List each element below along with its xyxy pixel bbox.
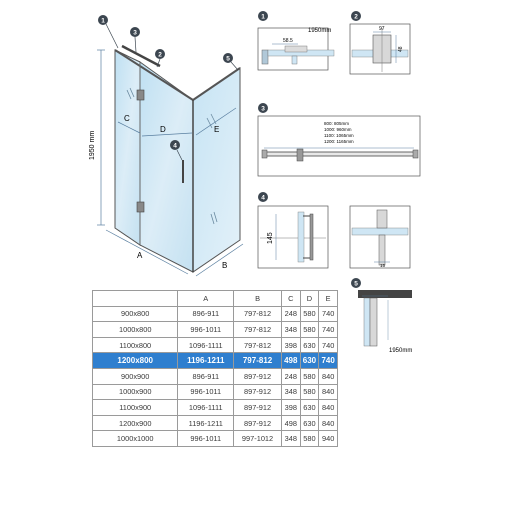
svg-text:4: 4 (173, 142, 177, 150)
d3-line-1: 1000: 960mm (324, 127, 352, 132)
header-a: A (178, 291, 234, 307)
svg-text:2: 2 (158, 51, 162, 59)
table-row: 1100x800 1096-1111 797-812 398 630 740 (93, 337, 338, 353)
table-row: 1000x800 996-1011 797-812 348 580 740 (93, 322, 338, 338)
label-b: B (222, 261, 228, 270)
callout-1 (98, 15, 118, 48)
callout-3 (130, 27, 140, 52)
svg-text:3: 3 (261, 105, 265, 113)
svg-text:1: 1 (101, 17, 105, 25)
svg-text:5: 5 (226, 55, 230, 63)
callout-5 (223, 53, 238, 70)
side-glass (193, 68, 240, 272)
d2-h: 48 (398, 46, 404, 52)
svg-text:4: 4 (261, 194, 265, 202)
table-row: 900x800 896-911 797-812 248 580 740 (93, 306, 338, 322)
header-b: B (234, 291, 282, 307)
table-row: 1200x900 1196-1211 897-912 498 630 840 (93, 415, 338, 431)
d4-w: 15 (380, 263, 386, 268)
d3-line-2: 1100: 1065mm (324, 133, 354, 138)
detail-5 (351, 278, 412, 354)
label-a: A (137, 251, 143, 260)
d4-h: 145 (267, 232, 274, 244)
label-e: E (214, 125, 220, 134)
table-row: 1100x900 1096-1111 897-912 398 630 840 (93, 400, 338, 416)
detail-1 (258, 11, 334, 70)
table-header (93, 291, 338, 307)
height-label: 1950 mm (89, 130, 96, 160)
detail-2 (350, 11, 410, 74)
d1-dim: 58.5 (283, 38, 293, 44)
header-size (93, 291, 178, 307)
svg-text:2: 2 (354, 13, 358, 21)
table-row: 1000x900 996-1011 897-912 348 580 840 (93, 384, 338, 400)
d2-w: 97 (379, 26, 385, 32)
table-row-highlighted: 1200x800 1196-1211 797-812 498 630 740 (93, 353, 338, 369)
svg-text:5: 5 (354, 280, 358, 288)
label-c: C (124, 114, 130, 123)
d3-line-3: 1200: 1165mm (324, 139, 354, 144)
header-e: E (319, 291, 338, 307)
bottom-hinge (137, 202, 144, 212)
svg-text:1: 1 (261, 13, 265, 21)
header-c: C (281, 291, 300, 307)
main-view (89, 15, 243, 276)
dimensions-table (92, 290, 338, 447)
top-hinge (137, 90, 144, 100)
front-door-glass (140, 62, 193, 272)
d3-line-0: 800: 805mm (324, 121, 350, 126)
front-fixed-glass (115, 50, 140, 245)
table-row: 1000x1000 996-1011 997-1012 348 580 940 (93, 431, 338, 447)
d5-height: 1950mm (389, 348, 413, 354)
detail-3 (258, 103, 420, 176)
label-d: D (160, 125, 166, 134)
detail-4 (258, 192, 328, 268)
header-d: D (300, 291, 319, 307)
detail-4-side (350, 206, 410, 268)
d1-height: 1950mm (308, 28, 332, 34)
table-row: 900x900 896-911 897-912 248 580 840 (93, 368, 338, 384)
svg-text:3: 3 (133, 29, 137, 37)
